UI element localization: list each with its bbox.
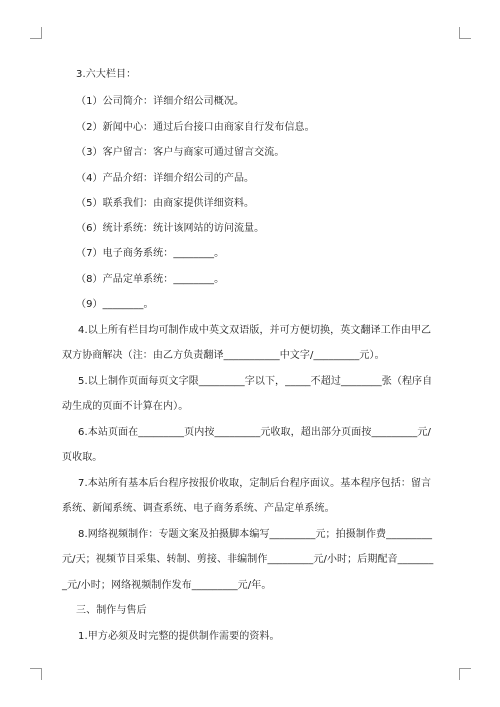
paragraph-line: 1.甲方必须及时完整的提供制作需要的资料。 [78,631,280,642]
paragraph-line: 双方协商解决（注：由乙方负责翻译___________中文字/_________元）。 [62,350,385,361]
list-item: （9）________。 [76,299,154,310]
list-item: （4）产品介绍：详细介绍公司的产品。 [76,173,255,184]
list-item: （6）统计系统：统计该网站的访问流量。 [76,223,265,234]
paragraph-line: 5.以上制作页面每页文字限_________字以下，_____不超过________张（程序自 [78,376,433,387]
paragraph-line: 8.网络视频制作：专题文案及拍摄脚本编写_________元；拍摄制作费_________ [78,529,433,540]
list-item: （7）电子商务系统：________。 [76,248,225,259]
list-item: （8）产品定单系统：________。 [76,274,225,285]
paragraph-line: 系统、新闻系统、调查系统、电子商务系统、产品定单系统。 [62,503,335,514]
paragraph-line: 4.以上所有栏目均可制作成中英文双语版，并可方便切换，英文翻译工作由甲乙 [78,325,432,336]
paragraph-line: 6.本站页面在_________页内按_________元收取，超出部分页面按_________元/ [78,427,431,438]
paragraph-line: 7.本站所有基本后台程序按报价收取，定制后台程序面议。基本程序包括：留言 [78,478,432,489]
section-heading-columns: 3.六大栏目： [76,69,137,80]
paragraph-line: 动生成的页面不计算在内）。 [62,401,189,412]
list-item: （3）客户留言：客户与商家可通过留言交流。 [76,147,285,158]
paragraph-line: 页收取。 [62,452,103,463]
paragraph-line: 元/天；视频节目采集、转制、剪接、非编制作_________元/小时；后期配音_______ [62,554,434,565]
list-item: （2）新闻中心：通过后台接口由商家自行发布信息。 [76,122,315,133]
list-item: （1）公司简介：详细介绍公司概况。 [76,96,245,107]
list-item: （5）联系我们：由商家提供详细资料。 [76,198,255,209]
paragraph-line: _元/小时；网络视频制作发布_________元/年。 [62,580,272,591]
section-heading: 三、制作与售后 [76,605,147,616]
